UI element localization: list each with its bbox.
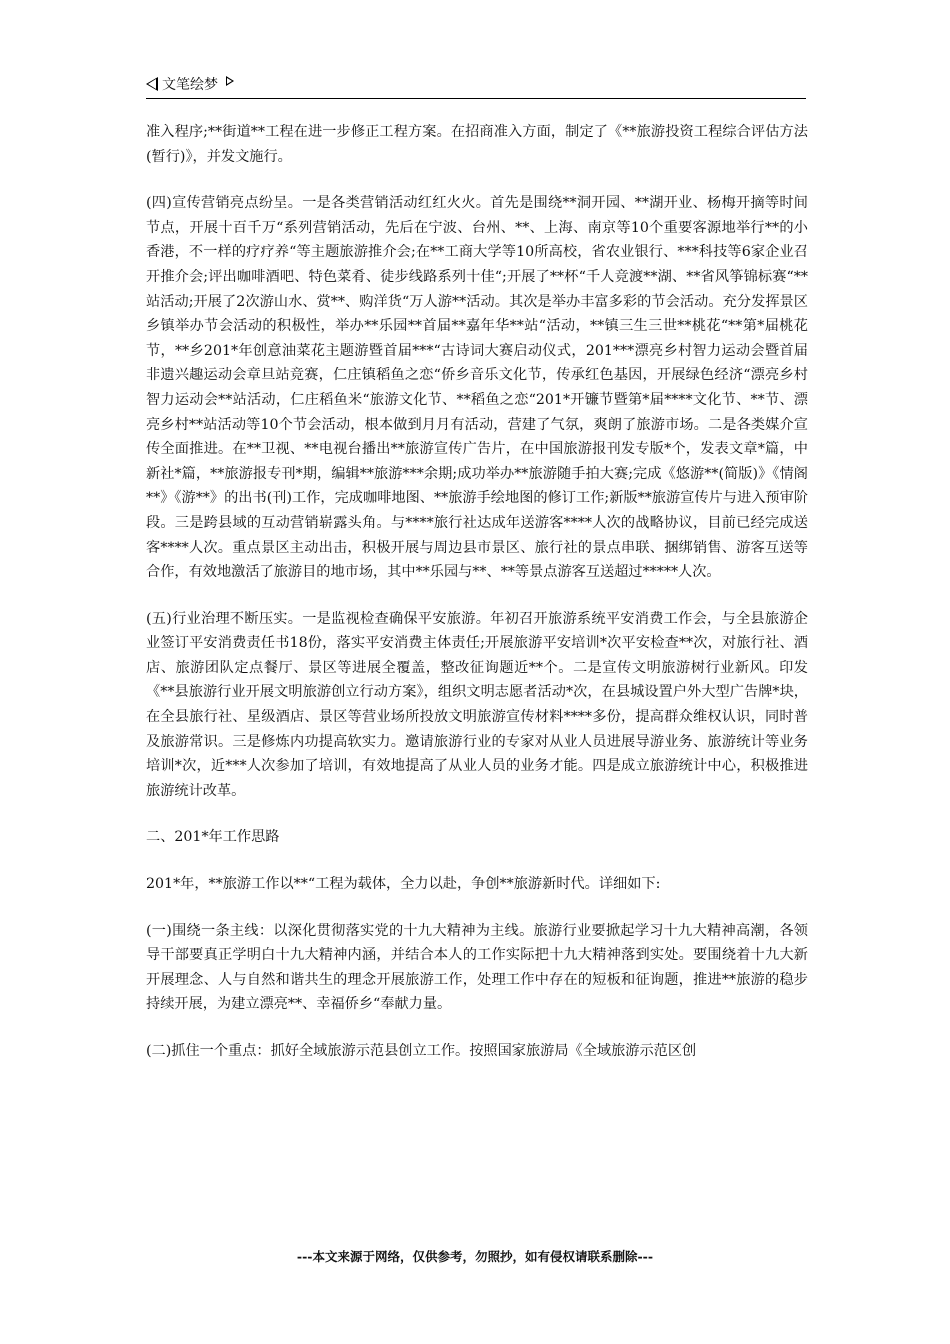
paragraph: 准入程序;**街道**工程在进一步修正工程方案。在招商准入方面，制定了《**旅游投资工程综合评估方法(暂行)》，并发文施行。 [146, 124, 808, 165]
triangle-right-icon [226, 76, 234, 86]
paragraph: (一)围绕一条主线：以深化贯彻落实党的十九大精神为主线。旅游行业要掀起学习十九大精神高潮，各领导干部要真正学明白十九大精神内涵，并结合本人的工作实际把十九大精神落到实处。要围绕着十九大新开展理念、人与自然和谐共生的理念开展旅游工作，处理工作中存在的短板和征询题，推进**旅游的稳步持续开展，为建立漂亮**、幸福侨乡“奉献力量。 [146, 922, 808, 1013]
paragraph: (四)宣传营销亮点纷呈。一是各类营销活动红红火火。首先是围绕**洞开园、**湖开业、杨梅开摘等时间节点，开展十百千万“系列营销活动，先后在宁波、台州、**、上海、南京等10个重要客源地举行**的小香港，不一样的疗疗养“等主题旅游推介会;在**工商大学等10所高校，省农业银行、***科技等6家企业召开推介会;评出咖啡酒吧、特色菜肴、徒步线路系列十佳“;开展了**杯“千人竞渡**湖、**省风筝锦标赛“**站活动;开展了2次游山水、赏**、购洋货“万人游**活动。其次是举办丰富多彩的节会活动。充分发挥景区乡镇举办节会活动的积极性，举办**乐园**首届**嘉年华**站“活动，**镇三生三世**桃花“**第*届桃花节，**乡201*年创意油菜花主题游暨首届***“古诗词大赛启动仪式，201***漂亮乡村智力运动会暨首届非遗兴趣运动会章旦站竞赛，仁庄镇稻鱼之恋“侨乡音乐文化节，传承红色基因，开展绿色经济“漂亮乡村智力运动会**站活动，仁庄稻鱼米“旅游文化节、**稻鱼之恋“201*开镰节暨第*届****文化节、**节、漂亮乡村**站活动等10个节会活动，根本做到月月有活动，营建了气氛，爽朗了旅游市场。二是各类媒介宣传全面推进。在**卫视、**电视台播出**旅游宣传广告片，在中国旅游报刊发专版*个，发表文章*篇，中新社*篇，**旅游报专刊*期，编辑**旅游***余期;成功举办**旅游随手拍大赛;完成《悠游**(简版)》《情阁**》《游**》的出书(刊)工作，完成咖啡地图、**旅游手绘地图的修订工作;新版**旅游宣传片与进入预审阶段。三是跨县域的互动营销崭露头角。与****旅行社达成年送游客****人次的战略协议，目前已经完成送客****人次。重点景区主动出击，积极开展与周边县市景区、旅行社的景点串联、捆绑销售、游客互送等合作，有效地激活了旅游目的地市场，其中**乐园与**、**等景点游客互送超过*****人次。 [146, 195, 808, 581]
triangle-left-icon [146, 77, 158, 91]
footer-notice: ---本文来源于网络，仅供参考，勿照抄，如有侵权请联系删除--- [296, 1249, 654, 1264]
paragraph: 201*年，**旅游工作以**“工程为载体，全力以赴，争创**旅游新时代。详细如下: [146, 876, 661, 893]
section-heading: 二、201*年工作思路 [146, 829, 280, 846]
document-body [146, 120, 808, 1086]
brand-name: 文笔绘梦 [162, 77, 218, 93]
paragraph: (五)行业治理不断压实。一是监视检查确保平安旅游。年初召开旅游系统平安消费工作会，与全县旅游企业签订平安消费责任书18份，落实平安消费主体责任;开展旅游平安培训*次平安检查**次，对旅行社、酒店、旅游团队定点餐厅、景区等进展全覆盖，整改征询题近**个。二是宣传文明旅游树行业新风。印发《**县旅游行业开展文明旅游创立行动方案》，组织文明志愿者活动*次，在县城设置户外大型广告牌*块，在全县旅行社、星级酒店、景区等营业场所投放文明旅游宣传材料****多份，提高群众维权认识，同时普及旅游常识。三是修炼内功提高软实力。邀请旅游行业的专家对从业人员进展导游业务、旅游统计等业务培训*次，近***人次参加了培训，有效地提高了从业人员的业务才能。四是成立旅游统计中心，积极推进旅游统计改革。 [146, 610, 808, 799]
header-brand [146, 74, 234, 94]
page-header [146, 72, 806, 99]
paragraph: (二)抓住一个重点：抓好全域旅游示范县创立工作。按照国家旅游局《全域旅游示范区创 [146, 1043, 697, 1059]
